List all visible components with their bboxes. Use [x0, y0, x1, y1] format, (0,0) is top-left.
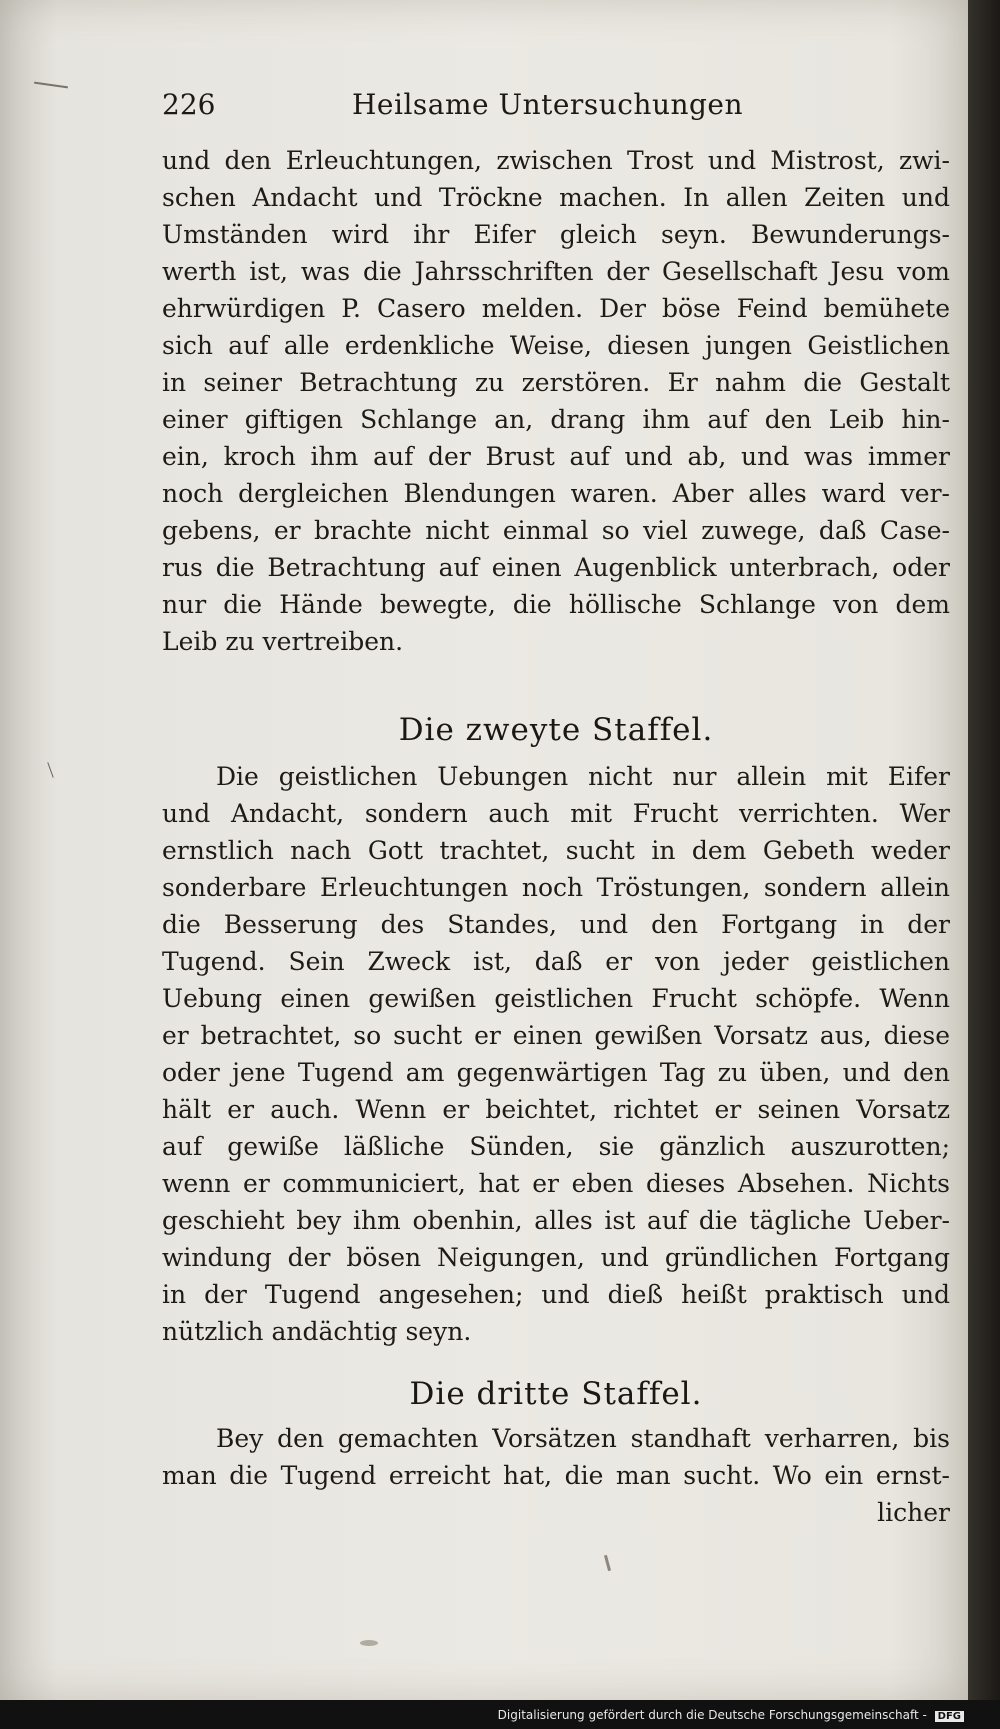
paragraph-3	[162, 1420, 950, 1531]
text-line: schen Andacht und Tröckne machen. In allen Zeiten und	[162, 183, 950, 212]
text-line: und den Erleuchtungen, zwischen Trost und Mistrost, zwi-	[162, 146, 950, 175]
text-line: Uebung einen gewißen geistlichen Frucht schöpfe. Wenn	[162, 984, 950, 1013]
text-line: nützlich andächtig seyn.	[162, 1317, 472, 1346]
text-line: Die geistlichen Uebungen nicht nur allein mit Eifer	[216, 762, 950, 791]
paper-smudge	[360, 1640, 378, 1646]
text-line: ernstlich nach Gott trachtet, sucht in dem Gebeth weder	[162, 836, 950, 865]
text-line: wenn er communiciert, hat er eben dieses Absehen. Nichts	[162, 1169, 950, 1198]
text-line: Bey den gemachten Vorsätzen standhaft verharren, bis	[216, 1424, 950, 1453]
text-line: man die Tugend erreicht hat, die man sucht. Wo ein ernst-	[162, 1461, 950, 1490]
catchword: licher	[877, 1498, 950, 1527]
text-line: ehrwürdigen P. Casero melden. Der böse Feind bemühete	[162, 294, 950, 323]
text-line: hält er auch. Wenn er beichtet, richtet er seinen Vorsatz	[162, 1095, 950, 1124]
text-line: oder jene Tugend am gegenwärtigen Tag zu üben, und den	[162, 1058, 950, 1087]
running-title: Heilsame Untersuchungen	[352, 88, 744, 121]
text-line: die Besserung des Standes, und den Fortgang in der	[162, 910, 950, 939]
text-line: geschieht bey ihm obenhin, alles ist auf die tägliche Ueber-	[162, 1206, 950, 1235]
text-line: Umständen wird ihr Eifer gleich seyn. Bewunderungs-	[162, 220, 950, 249]
text-line: rus die Betrachtung auf einen Augenblick unterbrach, oder	[162, 553, 950, 582]
text-line: noch dergleichen Blendungen waren. Aber alles ward ver-	[162, 479, 950, 508]
text-line: Tugend. Sein Zweck ist, daß er von jeder geistlichen	[162, 947, 950, 976]
text-line: und Andacht, sondern auch mit Frucht verrichten. Wer	[162, 799, 950, 828]
text-line: sonderbare Erleuchtungen noch Tröstungen, sondern allein	[162, 873, 950, 902]
page-number: 226	[162, 88, 216, 121]
text-line: ein, kroch ihm auf der Brust auf und ab, und was immer	[162, 442, 950, 471]
margin-mark	[34, 82, 68, 89]
page-edge	[968, 0, 1000, 1700]
text-line: windung der bösen Neigungen, und gründlichen Fortgang	[162, 1243, 950, 1272]
text-line: einer giftigen Schlange an, drang ihm auf den Leib hin-	[162, 405, 950, 434]
paper-speck	[604, 1555, 611, 1571]
text-line: in der Tugend angesehen; und dieß heißt praktisch und	[162, 1280, 950, 1309]
digitization-credit	[498, 1708, 964, 1722]
text-line: sich auf alle erdenkliche Weise, diesen jungen Geistlichen	[162, 331, 950, 360]
paragraph-1	[162, 142, 950, 660]
paragraph-2	[162, 758, 950, 1350]
text-line: gebens, er brachte nicht einmal so viel zuwege, daß Case-	[162, 516, 950, 545]
text-line: auf gewiße läßliche Sünden, sie gänzlich auszurotten;	[162, 1132, 950, 1161]
section-heading: Die zweyte Staffel.	[398, 712, 714, 748]
dfg-logo: DFG	[935, 1711, 964, 1722]
credit-text: Digitalisierung gefördert durch die Deutsche Forschungsgemeinschaft -	[497, 1708, 927, 1722]
section-heading: Die dritte Staffel.	[409, 1376, 703, 1412]
text-line: werth ist, was die Jahrsschriften der Gesellschaft Jesu vom	[162, 257, 950, 286]
running-head	[162, 88, 762, 128]
margin-mark	[47, 762, 53, 777]
text-line: Leib zu vertreiben.	[162, 627, 404, 656]
text-line: in seiner Betrachtung zu zerstören. Er nahm die Gestalt	[162, 368, 950, 397]
text-line: er betrachtet, so sucht er einen gewißen Vorsatz aus, diese	[162, 1021, 950, 1050]
text-line: nur die Hände bewegte, die höllische Schlange von dem	[162, 590, 950, 619]
